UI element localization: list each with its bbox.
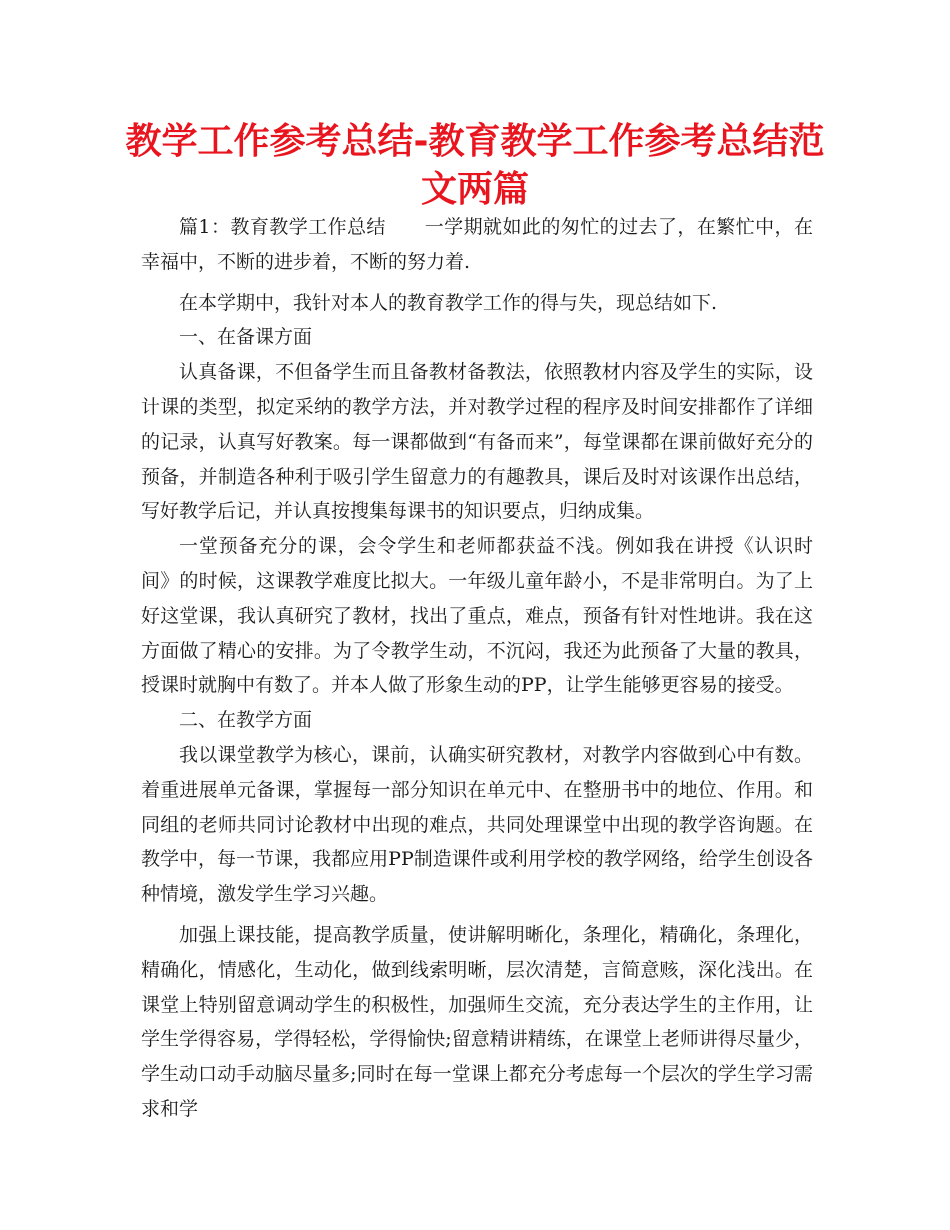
paragraph-summary-lead: 在本学期中，我针对本人的教育教学工作的得与失，现总结如下.: [179, 291, 718, 314]
paragraph-intro: 篇1：教育教学工作总结 一学期就如此的匆忙的过去了，在繁忙中，在幸福中，不断的进步着，不断的努力着.: [141, 216, 813, 273]
paragraph-teaching-core: 我以课堂教学为核心，课前，认确实研究教材，对教学内容做到心中有数。着重进展单元备课，掌握每一部分知识在单元中、在整册书中的地位、作用。和同组的老师共同讨论教材中出现的难点，共同处理课堂中出现的教学咨询题。在教学中，每一节课，我都应用PP制造课件或利用学校的教学网络，给学生创设各种情境，激发学生学习兴趣。: [141, 743, 813, 906]
paragraph-lesson-prep: 认真备课，不但备学生而且备教材备教法，依照教材内容及学生的实际，设计课的类型，拟定采纳的教学方法，并对教学过程的程序及时间安排都作了详细的记录，认真写好教案。每一课都做到“有备而来”，每堂课都在课前做好充分的预备，并制造各种利于吸引学生留意力的有趣教具，课后及时对该课作出总结，写好教学后记，并认真按搜集每课书的知识要点，归纳成集。: [141, 361, 813, 523]
document-body: [141, 210, 813, 1127]
section-heading-teaching: 二、在教学方面: [179, 709, 313, 732]
paragraph-teaching-skills: 加强上课技能，提高教学质量，使讲解明晰化，条理化，精确化，条理化，精确化，情感化，生动化，做到线索明晰，层次清楚，言简意赅，深化浅出。在课堂上特别留意调动学生的积极性，加强师生交流，充分表达学生的主作用，让学生学得容易，学得轻松，学得愉快;留意精讲精练，在课堂上老师讲得尽量少，学生动口动手动脑尽量多;同时在每一堂课上都充分考虑每一个层次的学生学习需求和学: [141, 923, 813, 1120]
paragraph-lesson-example: 一堂预备充分的课，会令学生和老师都获益不浅。例如我在讲授《认识时间》的时候，这课教学难度比拟大。一年级儿童年龄小，不是非常明白。为了上好这堂课，我认真研究了教材，找出了重点，难点，预备有针对性地讲。我在这方面做了精心的安排。为了令教学生动，不沉闷，我还为此预备了大量的教具，授课时就胸中有数了。并本人做了形象生动的PP，让学生能够更容易的接受。: [141, 535, 813, 697]
document-title: 教学工作参考总结-教育教学工作参考总结范文两篇: [125, 121, 825, 210]
section-heading-lesson-prep: 一、在备课方面: [179, 326, 313, 349]
